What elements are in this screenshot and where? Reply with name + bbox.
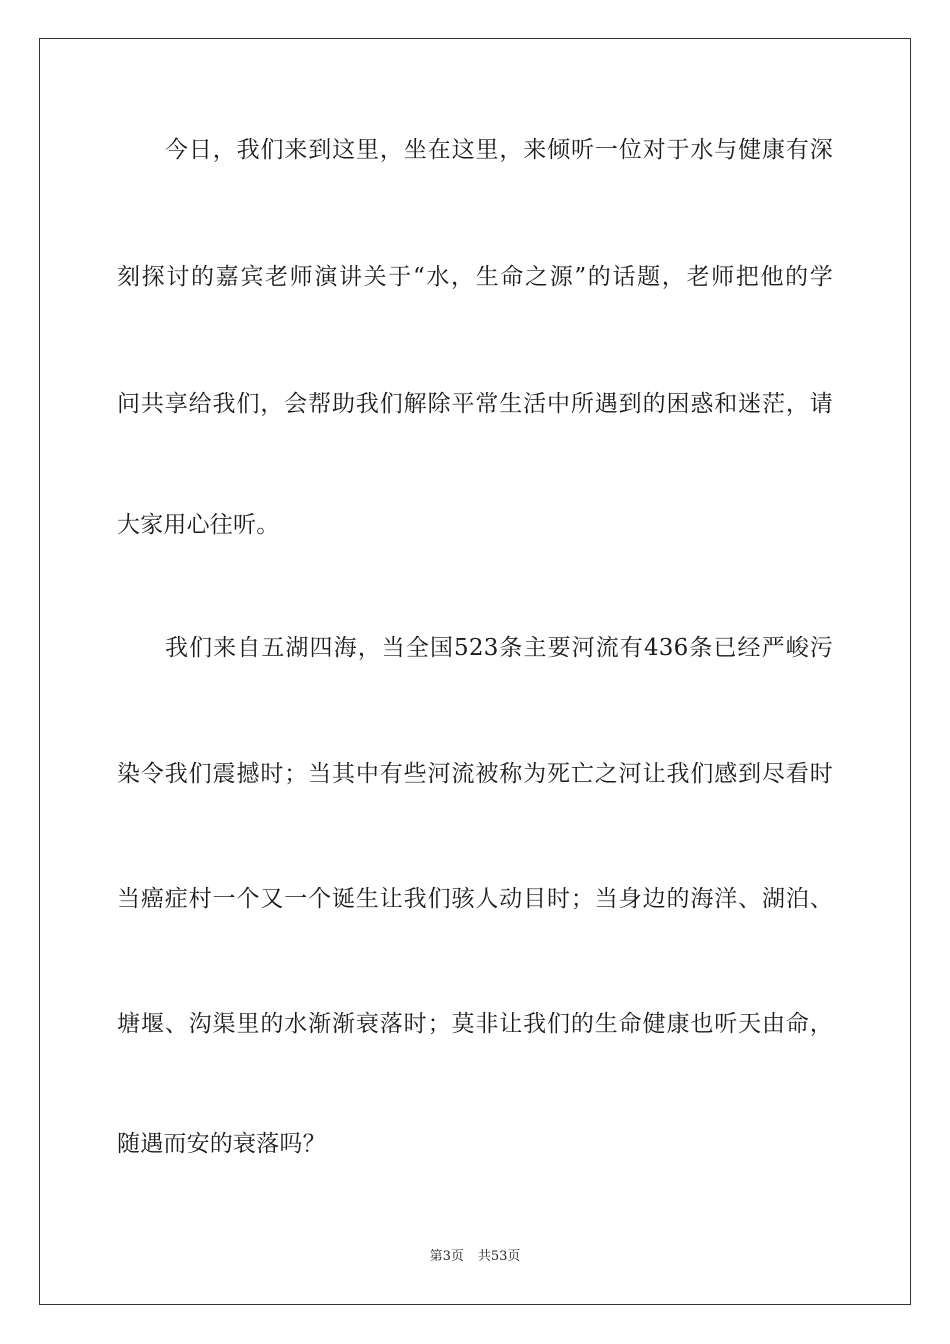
paragraph-2-line-1: 我们来自五湖四海，当全国523条主要河流有436条已经严峻污 [165,635,833,661]
paragraph-1-line-1: 今日，我们来到这里，坐在这里，来倾听一位对于水与健康有深 [165,137,833,163]
paragraph-1-line-4: 大家用心往听。 [117,512,280,538]
page-footer [0,1248,950,1266]
page-number: 第3页 [429,1249,464,1264]
page-total: 共53页 [477,1249,521,1264]
paragraph-2-line-2: 染令我们震撼时；当其中有些河流被称为死亡之河让我们感到尽看时 [117,761,833,787]
page-border [39,38,911,1305]
paragraph-2-line-3: 当癌症村一个又一个诞生让我们骇人动目时；当身边的海洋、湖泊、 [117,886,833,912]
paragraph-1-line-3: 问共享给我们，会帮助我们解除平常生活中所遇到的困惑和迷茫，请 [117,391,833,417]
paragraph-2-line-5: 随遇而安的衰落吗？ [117,1131,326,1157]
paragraph-1-line-2: 刻探讨的嘉宾老师演讲关于“水，生命之源”的话题，老师把他的学 [117,264,833,290]
paragraph-2-line-4: 塘堰、沟渠里的水渐渐衰落时；莫非让我们的生命健康也听天由命， [117,1011,833,1037]
